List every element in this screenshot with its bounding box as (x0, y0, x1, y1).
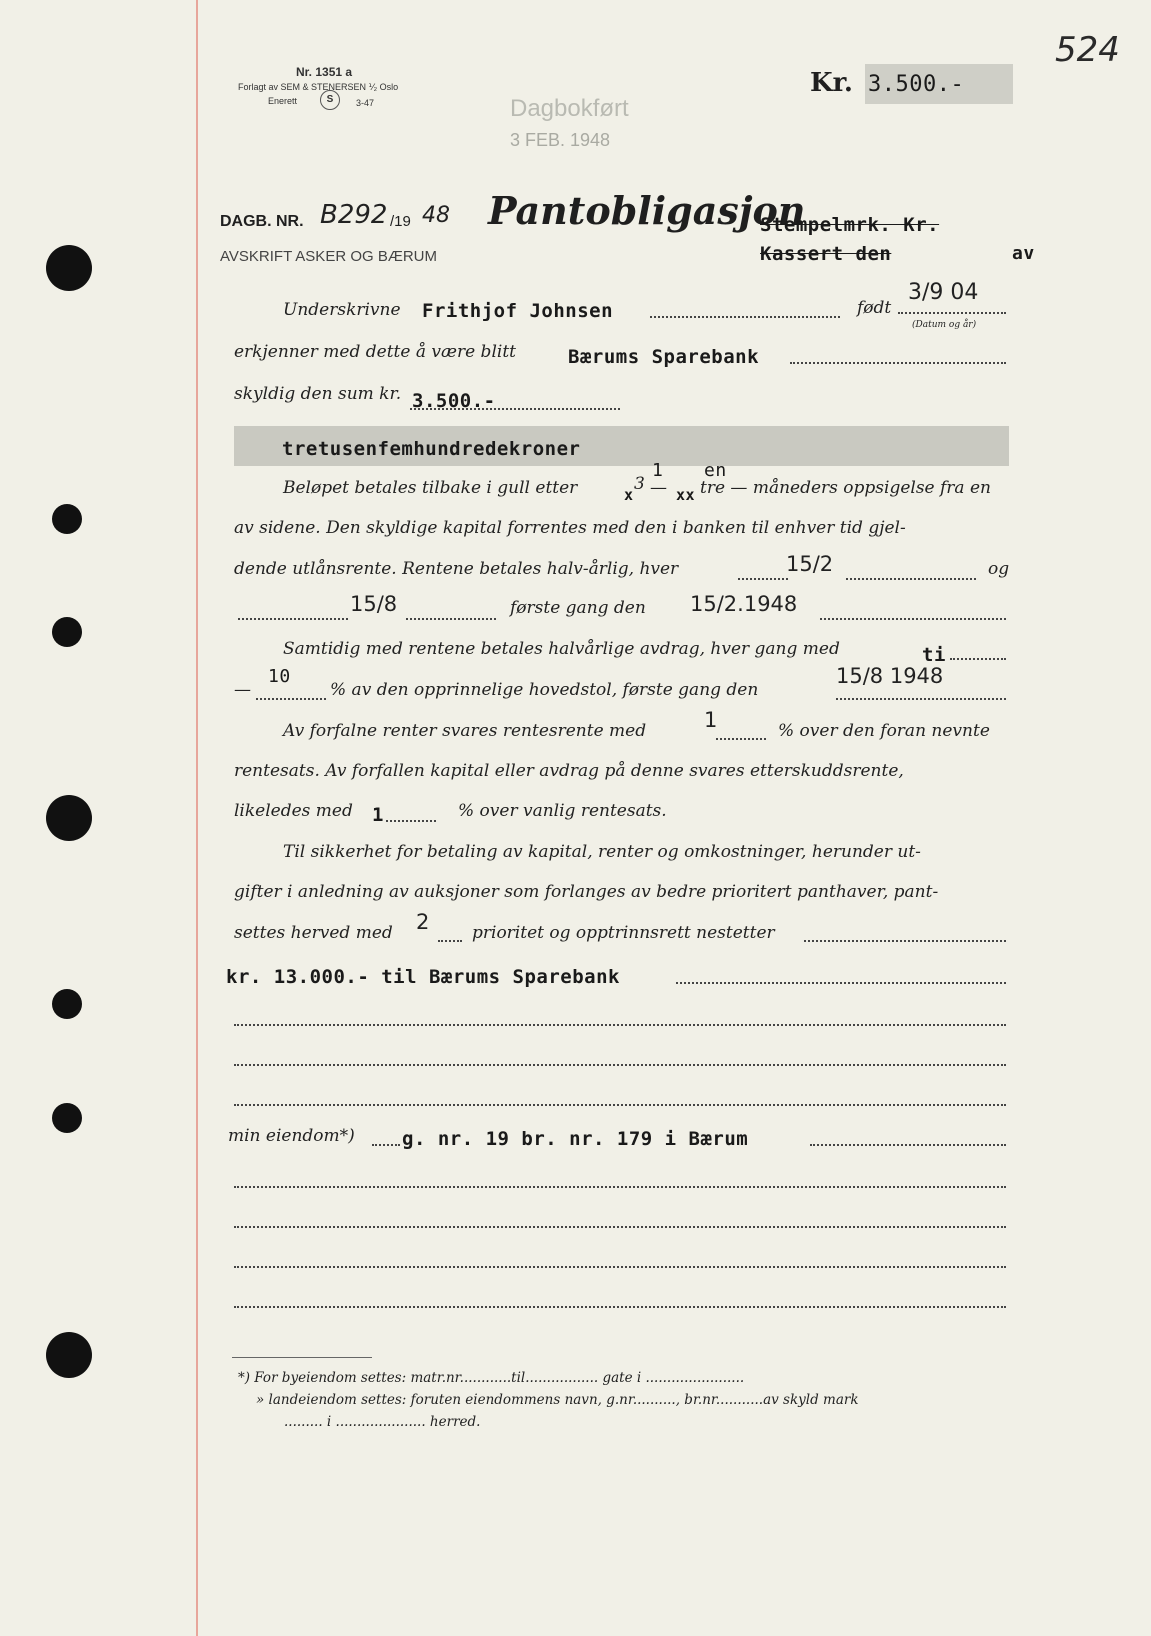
interest-date-2: 15/8 (350, 592, 398, 616)
sum-value: 3.500.- (412, 390, 496, 412)
first-payment-date: 15/2.1948 (690, 592, 798, 616)
first-installment-date: 15/8 1948 (836, 664, 944, 688)
installment-percent: 10 (268, 666, 291, 687)
punch-hole (52, 504, 82, 534)
form-number: Nr. 1351 a (296, 65, 353, 79)
priority-value: 2 (416, 910, 430, 934)
year-prefix: /19 (390, 213, 411, 230)
footnote-line: ......... i ..................... herred. (284, 1414, 481, 1430)
strike-mark: xx (676, 486, 696, 504)
punch-hole (52, 1103, 82, 1133)
body-text: første gang den (510, 598, 646, 618)
dotted-line (372, 1144, 400, 1146)
body-text: av sidene. Den skyldige kapital forrentes med den i banken til enhver tid gjel- (234, 518, 906, 538)
interest-date-1: 15/2 (786, 552, 834, 576)
dotted-line (386, 820, 436, 822)
margin-rule (196, 0, 198, 1636)
body-text: — (234, 680, 251, 700)
dotted-line (810, 1144, 1006, 1146)
property-label: min eiendom*) (228, 1126, 355, 1146)
body-text: gifter i anledning av auksjoner som forlanges av bedre prioritert panthaver, pant- (234, 882, 939, 902)
stempel-label: Stempelmrk. Kr. (760, 214, 940, 236)
punch-hole (46, 245, 92, 291)
dotted-line (738, 578, 788, 580)
body-text: prioritet og opptrinnsrett nestetter (472, 923, 775, 943)
dotted-line (234, 1266, 1006, 1268)
compound-rate: 1 (704, 708, 718, 732)
kassert-label: Kassert den (760, 243, 892, 265)
punch-hole (46, 795, 92, 841)
body-text: % over den foran nevnte (778, 721, 990, 741)
dotted-line (256, 698, 326, 700)
born-value: 3/9 04 (908, 280, 979, 305)
dotted-line (820, 618, 1006, 620)
dotted-line (804, 940, 1006, 942)
born-hint: (Datum og år) (912, 320, 977, 330)
body-text: Samtidig med rentene betales halvårlige avdrag, hver gang med (283, 639, 840, 659)
dagb-value: B292 (320, 200, 388, 230)
body-text: Beløpet betales tilbake i gull etter (283, 478, 578, 498)
amount-prefix: Kr. (810, 68, 853, 98)
footnote-line: » landeiendom settes: foruten eiendommens navn, g.nr.........., br.nr...........av skyld mark (256, 1392, 859, 1408)
dotted-line (406, 618, 496, 620)
stamp-date: 3 FEB. 1948 (510, 130, 611, 150)
dotted-line (836, 698, 1006, 700)
body-text: Av forfalne renter svares rentesrente med (283, 721, 647, 741)
av-label: av (1012, 243, 1035, 264)
sum-label: skyldig den sum kr. (234, 384, 402, 404)
creditor-name: Bærums Sparebank (568, 346, 760, 368)
dotted-line (234, 1306, 1006, 1308)
body-text: % av den opprinnelige hovedstol, første gang den (330, 680, 759, 700)
publisher-line: Forlagt av SEM & STENERSEN ⅟₂ Oslo (238, 82, 399, 92)
footnote-line: *) For byeiendom settes: matr.nr............til................. gate i ....................... (238, 1370, 745, 1386)
strike-mark: x (624, 486, 634, 504)
publisher-date: 3-47 (356, 98, 375, 108)
document-title: Pantobligasjon (488, 188, 806, 233)
publisher-logo: S (320, 90, 340, 110)
installment-value: ti (922, 644, 946, 666)
body-text: rentesats. Av forfallen kapital eller avdrag på denne svares etterskuddsrente, (234, 761, 904, 781)
dotted-line (790, 362, 1006, 364)
dagb-label: DAGB. NR. (220, 213, 304, 230)
insert-value: en (704, 460, 727, 481)
stamp-dagbokfort: Dagbokført (510, 95, 629, 122)
property-value: g. nr. 19 br. nr. 179 i Bærum (402, 1128, 749, 1150)
insert-value: 1 (652, 460, 664, 481)
dotted-line (238, 618, 348, 620)
publisher-enerett: Enerett (268, 96, 298, 106)
dotted-line (234, 1064, 1006, 1066)
body-text: 3 (634, 474, 645, 494)
body-text: og (988, 559, 1010, 579)
undersigned-name: Frithjof Johnsen (422, 300, 614, 322)
prior-claim: kr. 13.000.- til Bærums Sparebank (226, 966, 620, 988)
body-text: settes herved med (234, 923, 393, 943)
body-text: likeledes med (234, 801, 353, 821)
owes-label: erkjenner med dette å være blitt (234, 342, 516, 362)
dotted-line (234, 1186, 1006, 1188)
dotted-line (716, 738, 766, 740)
body-text: dende utlånsrente. Rentene betales halv-årlig, hver (234, 559, 679, 579)
born-label: født (857, 298, 892, 318)
amount-value: 3.500.- (868, 72, 965, 97)
page-number: 524 (1055, 30, 1120, 70)
dotted-line (846, 578, 976, 580)
punch-hole (52, 617, 82, 647)
sum-in-words: tretusenfemhundredekroner (282, 438, 581, 460)
avskrift-label: AVSKRIFT ASKER OG BÆRUM (220, 248, 437, 265)
dotted-line (438, 940, 462, 942)
dotted-line (234, 1024, 1006, 1026)
undersigned-label: Underskrivne (283, 300, 401, 320)
body-text: % over vanlig rentesats. (458, 801, 667, 821)
late-rate: 1 (372, 804, 384, 826)
footnote-rule (232, 1357, 372, 1358)
dotted-line (234, 1226, 1006, 1228)
punch-hole (46, 1332, 92, 1378)
dotted-line (676, 982, 1006, 984)
dotted-line (898, 312, 1006, 314)
punch-hole (52, 989, 82, 1019)
body-text: — (650, 478, 667, 498)
dotted-line (410, 408, 620, 410)
body-text: tre — måneders oppsigelse fra en (700, 478, 991, 498)
dotted-line (650, 316, 840, 318)
year-value: 48 (422, 203, 450, 228)
dotted-line (950, 658, 1006, 660)
dotted-line (234, 1104, 1006, 1106)
body-text: Til sikkerhet for betaling av kapital, renter og omkostninger, herunder ut- (283, 842, 921, 862)
